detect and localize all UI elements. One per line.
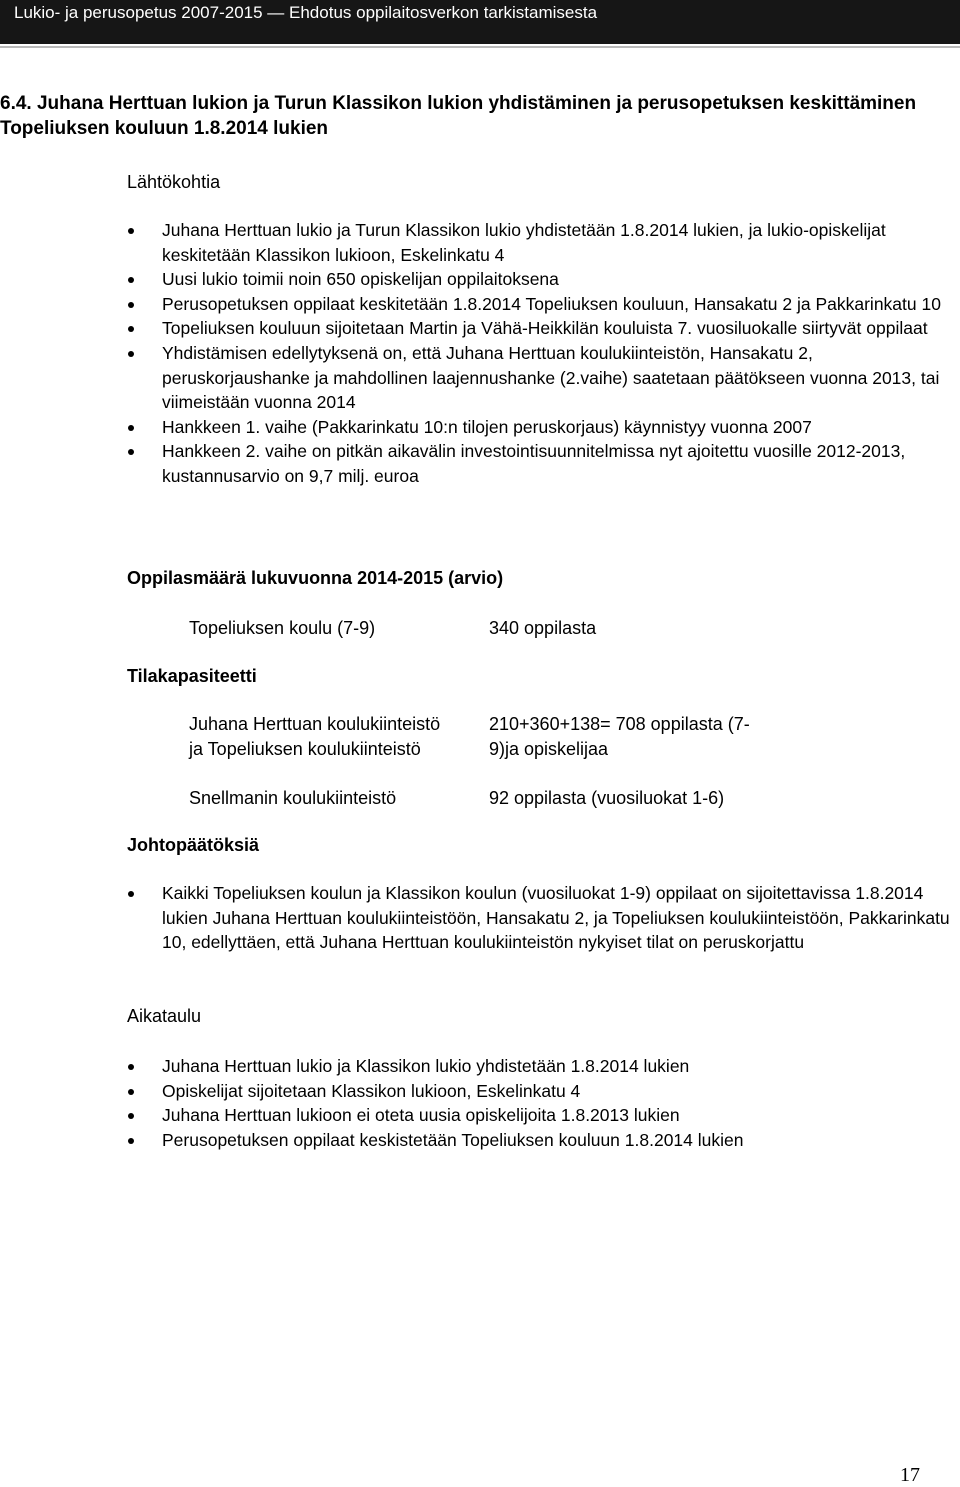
list-item: Perusopetuksen oppilaat keskistetään Topeliuksen kouluun 1.8.2014 lukien xyxy=(126,1128,956,1153)
oppilasmaara-label: Topeliuksen koulu (7-9) xyxy=(189,618,376,638)
list-item: Topeliuksen kouluun sijoitetaan Martin ja Vähä-Heikkilän kouluista 7. vuosiluokalle siirtyvät oppilaat xyxy=(126,316,956,341)
tilakapasiteetti-label: Snellmanin koulukiinteistö xyxy=(189,788,397,808)
heading-oppilasmaara: Oppilasmäärä lukuvuonna 2014-2015 (arvio) xyxy=(127,568,504,588)
section-title: 6.4. Juhana Herttuan lukion ja Turun Klassikon lukion yhdistäminen ja perusopetuksen keskittäminen Topeliuksen kouluun 1.8.2014 lukien xyxy=(0,93,917,139)
tilakapasiteetti-value: 210+360+138= 708 oppilasta (7-9)ja opiskelijaa xyxy=(489,714,750,759)
page-number: 17 xyxy=(900,1464,920,1486)
heading-tilakapasiteetti: Tilakapasiteetti xyxy=(127,666,257,686)
tilakapasiteetti-label: Juhana Herttuan koulukiinteistö ja Topeliuksen koulukiinteistö xyxy=(189,714,441,759)
oppilasmaara-value: 340 oppilasta xyxy=(489,618,597,638)
lahtokohtia-list xyxy=(126,218,956,489)
header-rule xyxy=(0,46,960,48)
list-item: Perusopetuksen oppilaat keskitetään 1.8.2014 Topeliuksen kouluun, Hansakatu 2 ja Pakkarinkatu 10 xyxy=(126,292,956,317)
johtopaatoksia-list xyxy=(126,881,958,955)
list-item: Juhana Herttuan lukio ja Turun Klassikon lukio yhdistetään 1.8.2014 lukien, ja lukio-opiskelijat keskitetään Klassikon lukioon, Eskelinkatu 4 xyxy=(126,218,956,267)
list-item: Opiskelijat sijoitetaan Klassikon lukioon, Eskelinkatu 4 xyxy=(126,1079,956,1104)
heading-lahtokohtia: Lähtökohtia xyxy=(127,172,221,192)
list-item: Kaikki Topeliuksen koulun ja Klassikon koulun (vuosiluokat 1-9) oppilaat on sijoitettavissa 1.8.2014 lukien Juhana Herttuan koulukiinteistöön, Hansakatu 2, ja Topeliuksen koulukiinteistöön, Pakkarinkatu 10, edellyttäen, että Juhana Herttuan koulukiinteistön nykyiset tilat on peruskorjattu xyxy=(126,881,958,955)
running-title: Lukio- ja perusopetus 2007-2015 — Ehdotus oppilaitosverkon tarkistamisesta xyxy=(14,3,598,22)
heading-johtopaatoksia: Johtopäätöksiä xyxy=(127,835,260,855)
list-item: Yhdistämisen edellytyksenä on, että Juhana Herttuan koulukiinteistön, Hansakatu 2, peruskorjaushanke ja mahdollinen laajennushanke (2.vaihe) saatetaan päätökseen vuonna 2013, tai viimeistään vuonna 2014 xyxy=(126,341,956,415)
list-item: Juhana Herttuan lukio ja Klassikon lukio yhdistetään 1.8.2014 lukien xyxy=(126,1054,956,1079)
list-item: Uusi lukio toimii noin 650 opiskelijan oppilaitoksena xyxy=(126,267,956,292)
list-item: Juhana Herttuan lukioon ei oteta uusia opiskelijoita 1.8.2013 lukien xyxy=(126,1103,956,1128)
list-item: Hankkeen 2. vaihe on pitkän aikavälin investointisuunnitelmissa nyt ajoitettu vuosille 2012-2013, kustannusarvio on 9,7 milj. euroa xyxy=(126,439,956,488)
aikataulu-list xyxy=(126,1054,956,1152)
running-header xyxy=(0,0,960,44)
list-item: Hankkeen 1. vaihe (Pakkarinkatu 10:n tilojen peruskorjaus) käynnistyy vuonna 2007 xyxy=(126,415,956,440)
tilakapasiteetti-value: 92 oppilasta (vuosiluokat 1-6) xyxy=(489,788,725,808)
heading-aikataulu: Aikataulu xyxy=(127,1006,202,1026)
